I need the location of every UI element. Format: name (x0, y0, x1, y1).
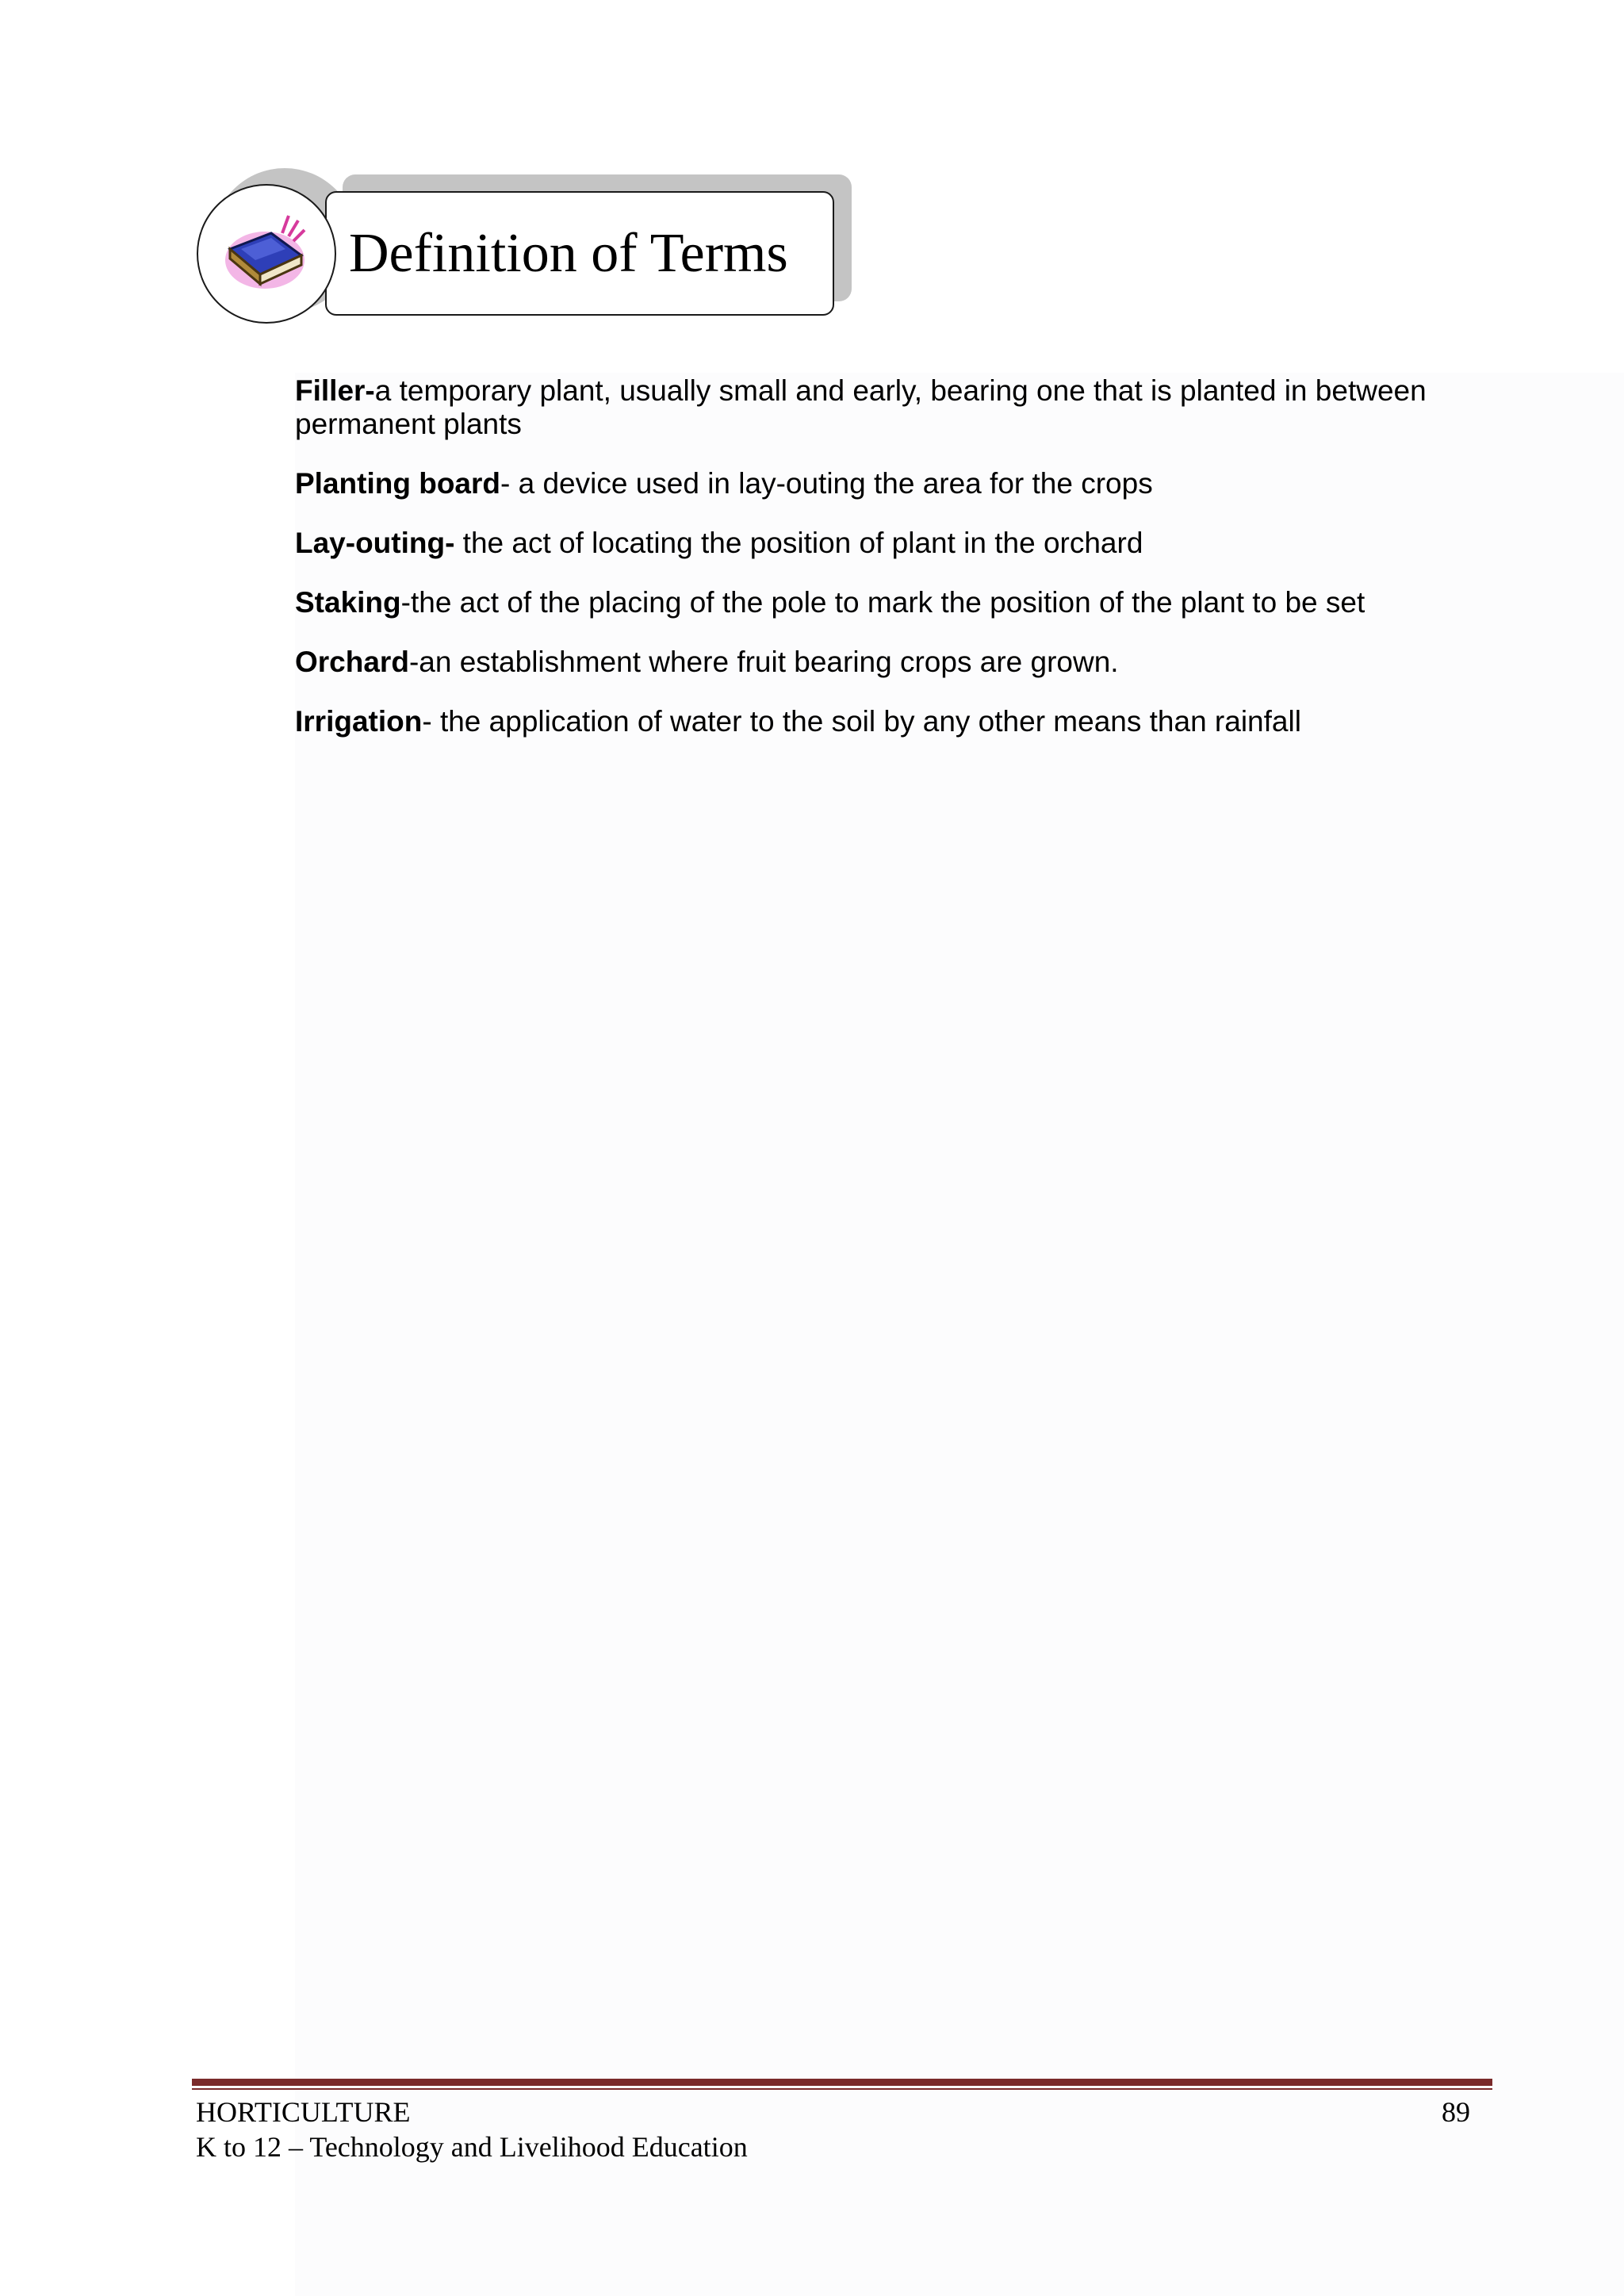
definition-list (295, 374, 1484, 765)
definition-item (295, 374, 1484, 441)
definition-term: Staking (295, 586, 401, 619)
footer-rule (192, 2079, 1492, 2086)
definition-item (295, 705, 1484, 738)
page-number: 89 (1442, 2096, 1470, 2128)
definition-item (295, 646, 1484, 679)
footer-rule-thin (192, 2088, 1492, 2090)
definition-text: -an establishment where fruit bearing crops are grown. (408, 646, 1119, 678)
definition-term: Planting board (295, 467, 500, 500)
definition-text: - the application of water to the soil by any other means than rainfall (422, 705, 1301, 738)
heading-box (325, 191, 834, 316)
definition-term: Orchard (295, 646, 409, 678)
definition-item (295, 467, 1484, 500)
book-icon (219, 209, 314, 297)
heading-icon-circle (197, 184, 336, 324)
definition-term: Lay-outing- (295, 527, 455, 559)
page-title: Definition of Terms (349, 223, 788, 284)
definition-text: -the act of the placing of the pole to mark the position of the plant to be set (400, 586, 1365, 619)
definition-term: Filler- (295, 374, 375, 407)
definition-text: a temporary plant, usually small and early, bearing one that is planted in between permanent plants (295, 374, 1427, 440)
footer-course: K to 12 – Technology and Livelihood Education (196, 2131, 748, 2163)
definition-item (295, 527, 1484, 560)
definition-text: the act of locating the position of plant in the orchard (454, 527, 1143, 559)
definition-term: Irrigation (295, 705, 423, 738)
definition-item (295, 586, 1484, 619)
definition-text: - a device used in lay-outing the area for the crops (500, 467, 1153, 500)
footer-subject: HORTICULTURE (196, 2096, 411, 2128)
